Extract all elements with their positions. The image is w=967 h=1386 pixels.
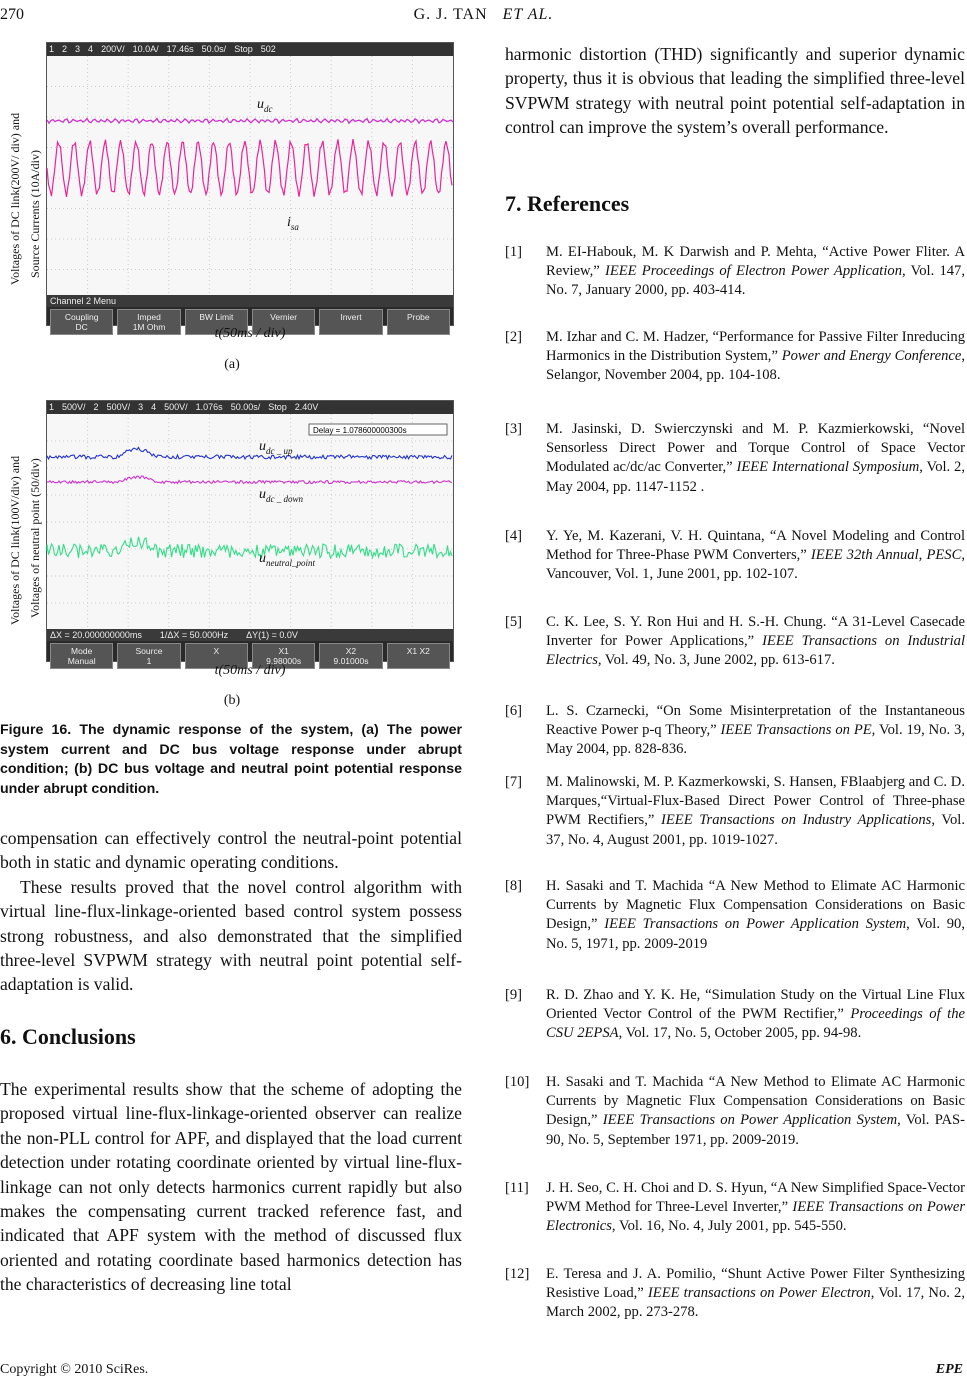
reference-item <box>505 420 965 497</box>
page-number: 270 <box>0 6 24 23</box>
softkey-value: DC <box>75 322 88 332</box>
softkey-label: Vernier <box>270 312 298 322</box>
scope-screen-b <box>46 400 454 666</box>
softkey-value: 1M Ohm <box>132 322 166 332</box>
section-heading-conclusions: 6. Conclusions <box>0 1024 136 1049</box>
fig-b-ylabel-1: Voltages of DC link(100V/div) and <box>8 455 22 625</box>
softkey-label: Probe <box>406 312 430 322</box>
status-item: 500V/ <box>106 402 131 412</box>
status-item: 10.0A/ <box>132 44 159 54</box>
status-item: Stop <box>268 402 287 412</box>
conclusions-body <box>0 1077 462 1297</box>
scope-menu-b <box>47 629 453 666</box>
softkey-label: Mode <box>71 646 93 656</box>
trace-label: $i_{sa}$ <box>287 215 299 232</box>
paragraph: harmonic distortion (THD) significantly and superior dynamic property, thus it is obvious that leading the simplified three-level SVPWM strategy with neutral point potential self-adaptation in control can improve the system’s overall performance. <box>505 44 965 138</box>
page-header <box>0 6 967 30</box>
reference-number: [5] <box>505 614 523 630</box>
reference-item <box>505 773 965 850</box>
running-authors: G. J. TAN ET AL. <box>413 6 554 23</box>
softkey-label: Source <box>135 646 163 656</box>
right-column-intro <box>505 42 965 140</box>
softkey-value: Manual <box>67 656 96 666</box>
scope-menu-a <box>47 295 453 332</box>
reference-item <box>505 702 965 760</box>
udc-up-trace <box>47 447 452 459</box>
softkey-value: 1 <box>146 656 152 666</box>
status-item: 200V/ <box>101 44 125 54</box>
softkey-label: Coupling <box>64 312 99 322</box>
fig-b-xlabel: t(50ms / div) <box>214 663 286 678</box>
fig-b-caption: (b) <box>223 693 241 708</box>
reference-number: [6] <box>505 703 523 719</box>
status-item: 2.40V <box>294 402 319 412</box>
softkey-label: Invert <box>340 312 362 322</box>
fig-a-caption: (a) <box>224 357 240 372</box>
left-column <box>0 826 462 997</box>
softkey-label: X <box>213 646 220 656</box>
fig-a-xlabel: t(50ms / div) <box>214 326 286 341</box>
status-item: 4 <box>151 402 157 412</box>
status-item: 3 <box>138 402 144 412</box>
fig-b-ylabel-2: Voltages of neutral point (50/div) <box>28 458 42 618</box>
trace-label: $u_{dc \_ down}$ <box>259 487 303 504</box>
paragraph: compensation can effectively control the neutral-point potential both in static and dynamic operating conditions. <box>0 828 462 873</box>
reference-text: M. Jasinski, D. Swierczynski and M. P. Kazmierkowski, “Novel Sensorless Direct Power and Torque Control of Space Vector Modulated ac/dc/ac Converter,” IEEE International Symposium, Vol. 2, May 2004, pp. 1147-1152 . <box>546 421 965 495</box>
scope-status-bar-b <box>47 401 453 414</box>
softkey-value: 9.98000s <box>266 656 302 666</box>
reference-item <box>505 243 965 301</box>
status-item: 2 <box>93 402 99 412</box>
reference-item <box>505 328 965 386</box>
reference-item <box>505 1265 965 1323</box>
reference-text: H. Sasaki and T. Machida “A New Method to Elimate AC Harmonic Currents by Magnetic Flux Compensation Considerations on Basic Design,” IEEE Transactions on Power Application System, Vol. 90, No. 5, 1971, pp. 2009-2019 <box>546 878 965 952</box>
paragraph: The experimental results show that the scheme of adopting the proposed virtual line-flux-linkage-oriented observer can realize the non-PLL control for APF, and displayed that the load current detection under rotating coordinate oriented by virtual line-flux-linkage can not only detects harmonics current rapidly but also makes the compensating current tracked reference fast, and indicated that APF system with the method of discussed flux oriented and rotating coordinate based harmonics detection has the characteristics of decreasing line total <box>0 1079 462 1295</box>
reference-text: M. EI-Habouk, M. K Darwish and P. Mehta, “Active Power Fliter. A Review,” IEEE Proceedings of Electron Power Application, Vol. 147, No. 7, January 2000, pp. 403-414. <box>546 244 965 299</box>
trace-label: $u_{dc}$ <box>257 97 273 114</box>
reference-text: C. K. Lee, S. Y. Ron Hui and H. S.-H. Chung. “A 31-Level Casecade Inverter for Power Applications,” IEEE Transactions on Industrial Electrics, Vol. 49, No. 3, June 2002, pp. 613-617. <box>546 614 965 669</box>
softkey-label: Imped <box>137 312 161 322</box>
paragraph: These results proved that the novel control algorithm with virtual line-flux-linkage-oriented based control system possess strong robustness, and also demonstrated that the simplified three-level SVPWM strategy with neutral point potential self-adaptation is valid. <box>0 876 462 995</box>
reference-number: [3] <box>505 421 523 437</box>
reference-text: H. Sasaki and T. Machida “A New Method to Elimate AC Harmonic Currents by Magnetic Flux Compensation Considerations on Basic Design,” IEEE Transactions on Power Application System, Vol. PAS-90, No. 5, September 1971, pp. 2009-2019. <box>546 1074 965 1148</box>
reference-number: [8] <box>505 878 523 894</box>
reference-item <box>505 613 965 671</box>
copyright: Copyright © 2010 SciRes. <box>0 1362 149 1377</box>
softkey-label: X1 <box>278 646 289 656</box>
readout-item: ΔY(1) = 0.0V <box>246 630 298 640</box>
reference-number: [1] <box>505 244 523 260</box>
reference-number: [4] <box>505 528 523 544</box>
status-item: 500V/ <box>164 402 188 412</box>
reference-number: [7] <box>505 774 523 790</box>
reference-item <box>505 986 965 1044</box>
trace-label: $u_{dc \_ up}$ <box>259 439 293 456</box>
status-item: 502 <box>260 44 276 54</box>
status-item: 500V/ <box>62 402 86 412</box>
reference-item <box>505 1073 965 1150</box>
menu-title: Channel 2 Menu <box>47 295 453 307</box>
section-heading-references: 7. References <box>505 191 630 216</box>
readout-item: 1/ΔX = 50.000Hz <box>159 630 229 640</box>
delay-readout <box>309 424 447 435</box>
softkey-label: X1 X2 <box>406 646 430 656</box>
reference-number: [11] <box>505 1180 529 1196</box>
reference-number: [9] <box>505 987 523 1003</box>
reference-text: J. H. Seo, C. H. Choi and D. S. Hyun, “A New Simplified Space-Vector PWM Method for Three-Level Inverter,” IEEE Transactions on Power Electronics, Vol. 16, No. 4, July 2001, pp. 545-550. <box>546 1180 966 1235</box>
status-item: Stop <box>234 44 253 54</box>
reference-number: [2] <box>505 329 523 345</box>
status-item: 1.076s <box>195 402 223 412</box>
scope-screen-a <box>46 42 454 332</box>
softkey-value: 9.01000s <box>333 656 369 666</box>
reference-text: L. S. Czarnecki, “On Some Misinterpretation of the Instantaneous Reactive Power p-q Theory,” IEEE Transactions on PE, Vol. 19, No. 3, May 2004, pp. 828-836. <box>546 703 965 758</box>
reference-text: M. Izhar and C. M. Hadzer, “Performance for Passive Filter Inreducing Harmonics in the Distribution System,” Power and Energy Conference, Selangor, November 2004, pp. 104-108. <box>546 329 965 384</box>
status-item: 2 <box>62 44 68 54</box>
scope-plot-a <box>47 56 453 300</box>
status-item: 1 <box>49 402 55 412</box>
reference-text: M. Malinowski, M. P. Kazmerkowski, S. Hansen, FBlaabjerg and C. D. Marques,“Virtual-Flux-Based Direct Power Control of Three-phase PWM Rectifiers,” IEEE Transactions on Industry Applications, Vol. 37, No. 4, August 2001, pp. 1019-1027. <box>546 774 965 848</box>
cursor-readout <box>47 629 453 641</box>
fig-a-ylabel-1: Voltages of DC link(200V/ div) and <box>8 112 22 285</box>
reference-item <box>505 877 965 954</box>
journal-abbrev: EPE <box>935 1362 963 1377</box>
reference-item <box>505 527 965 585</box>
udc-down-trace <box>47 476 452 484</box>
reference-text: E. Teresa and J. A. Pomilio, “Shunt Active Power Filter Synthesizing Resistive Load,” IEEE transactions on Power Electron, Vol. 17, No. 2, March 2002, pp. 273-278. <box>546 1266 965 1321</box>
scope-plot-b <box>47 414 453 630</box>
fig-a-ylabel-2: Source Currents (10A/div) <box>28 150 42 278</box>
reference-number: [10] <box>505 1074 530 1090</box>
status-item: 4 <box>88 44 94 54</box>
svg-text:Delay = 1.078600000300s: Delay = 1.078600000300s <box>313 426 407 435</box>
reference-item <box>505 1179 965 1237</box>
figure-caption: Figure 16. The dynamic response of the system, (a) The power system current and DC bus voltage response under abrupt condition; (b) DC bus voltage and neutral point potential response under abrupt condition. <box>0 722 462 797</box>
status-item: 17.46s <box>166 44 194 54</box>
softkey-label: BW Limit <box>199 312 234 322</box>
reference-text: R. D. Zhao and Y. K. He, “Simulation Study on the Virtual Line Flux Oriented Vector Control of the PWM Rectifier,” Proceedings of the CSU 2EPSA, Vol. 17, No. 5, October 2005, pp. 94-98. <box>546 987 965 1042</box>
readout-item: ΔX = 20.000000000ms <box>50 630 142 640</box>
status-item: 3 <box>75 44 81 54</box>
scope-status-bar-a <box>47 43 453 56</box>
softkey-label: X2 <box>345 646 357 656</box>
trace-label: $u_{neutral\_point}$ <box>259 551 315 568</box>
reference-text: Y. Ye, M. Kazerani, V. H. Quintana, “A Novel Modeling and Control Method for Three-Phase PWM Converters,” IEEE 32th Annual, PESC, Vancouver, Vol. 1, June 2001, pp. 102-107. <box>546 528 965 583</box>
status-item: 50.0s/ <box>201 44 227 54</box>
reference-number: [12] <box>505 1266 530 1282</box>
status-item: 50.00s/ <box>230 402 261 412</box>
status-item: 1 <box>49 44 55 54</box>
